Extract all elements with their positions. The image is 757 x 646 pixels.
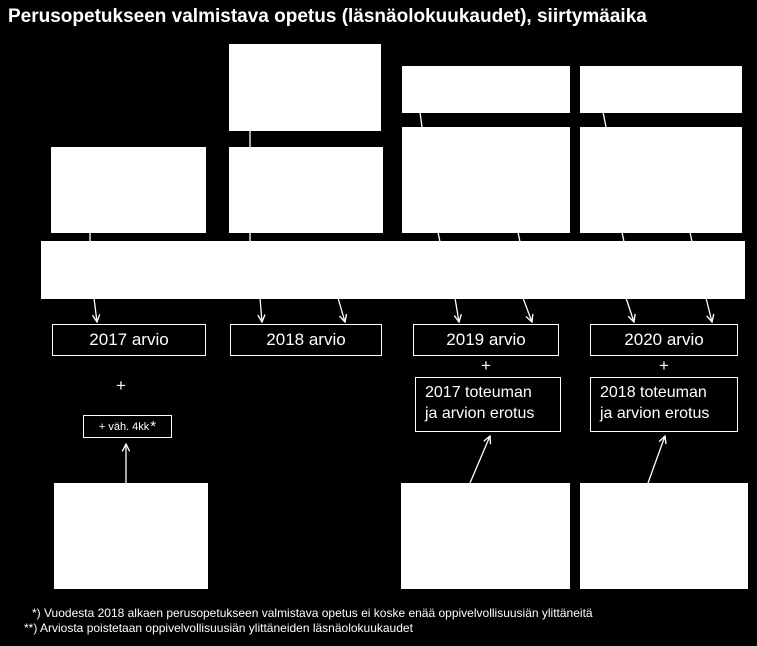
arrow	[626, 298, 634, 322]
label-vah-4kk	[83, 415, 172, 438]
blank-box	[580, 483, 748, 589]
blank-box	[402, 66, 570, 113]
footnotes	[24, 606, 593, 636]
label-2018-erotus: 2018 toteuman ja arvion erotus	[590, 377, 738, 432]
blank-box	[229, 147, 383, 233]
arrow	[648, 436, 665, 483]
footnote-2: **) Arviosta poistetaan oppivelvollisuusiän ylittäneiden läsnäolokuukaudet	[24, 621, 413, 635]
label-2018-arvio: 2018 arvio	[230, 324, 382, 356]
blank-box	[51, 147, 206, 233]
footnote-mark: *	[150, 418, 157, 435]
label-2020-arvio: 2020 arvio	[590, 324, 738, 356]
vah-text: + väh. 4kk	[98, 420, 150, 433]
arrow	[470, 436, 490, 483]
label-2019-arvio: 2019 arvio	[413, 324, 559, 356]
blank-box	[402, 127, 570, 233]
plus-sign: +	[481, 356, 491, 375]
arrow	[706, 298, 712, 322]
arrow	[523, 298, 532, 322]
blank-box	[401, 483, 570, 589]
blank-box	[580, 66, 742, 113]
blank-box	[229, 44, 381, 131]
arrow	[260, 298, 262, 322]
blank-bar	[41, 241, 745, 299]
blank-box	[54, 483, 208, 589]
connector-line	[420, 112, 422, 127]
label-2017-erotus: 2017 toteuman ja arvion erotus	[415, 377, 561, 432]
label-2017-arvio: 2017 arvio	[52, 324, 206, 356]
blank-box	[580, 127, 742, 233]
arrow	[338, 298, 345, 322]
arrow	[94, 298, 97, 322]
connector-line	[603, 112, 606, 127]
plus-sign: +	[659, 356, 669, 375]
footnote-1: *) Vuodesta 2018 alkaen perusopetukseen valmistava opetus ei koske enää oppivelvollisuusiän ylittäneitä	[32, 606, 593, 620]
plus-sign: +	[116, 376, 126, 395]
diagram-title: Perusopetukseen valmistava opetus (läsnäolokuukaudet), siirtymäaika	[8, 6, 647, 27]
arrow	[455, 298, 459, 322]
